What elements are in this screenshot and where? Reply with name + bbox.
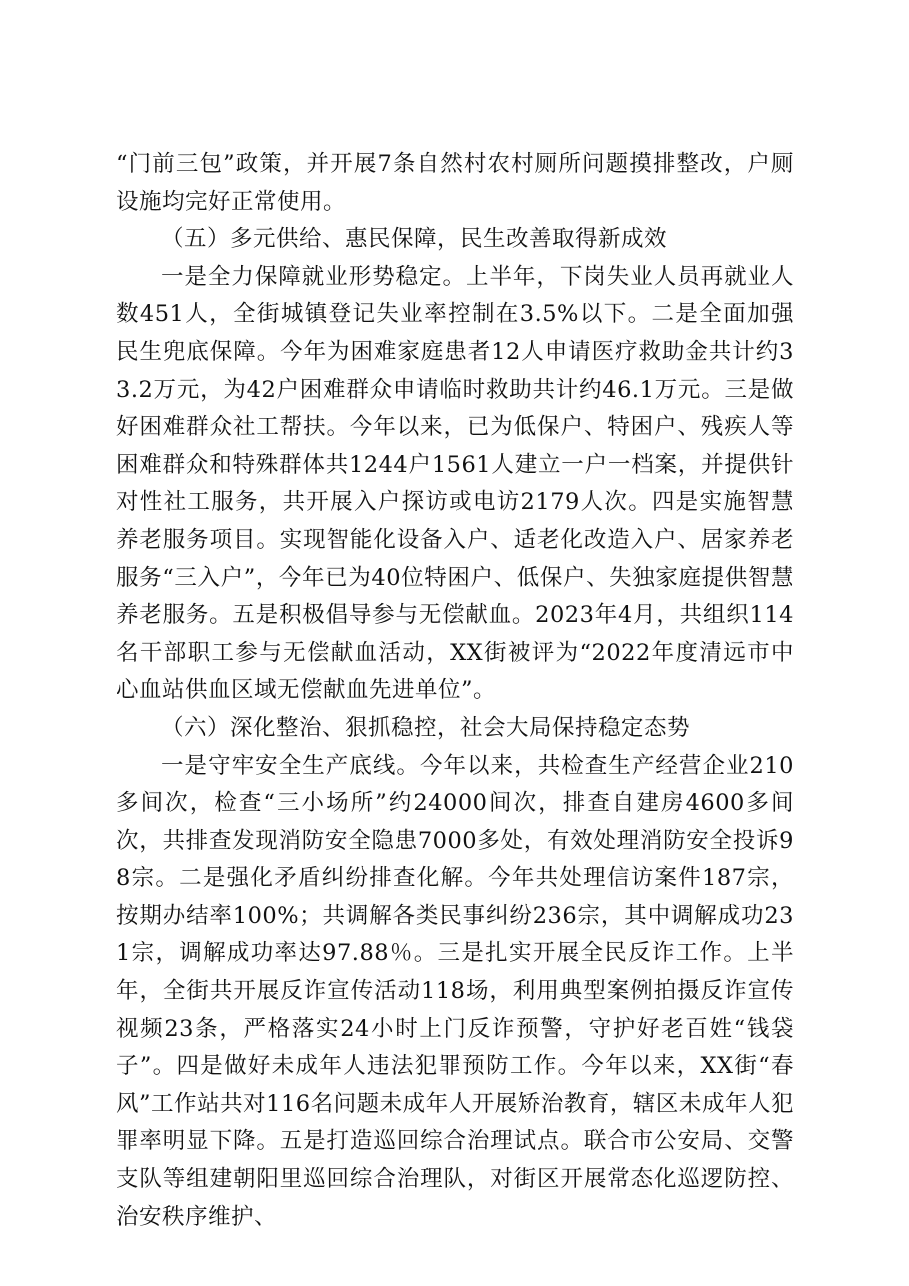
document-body (116, 146, 794, 1236)
section-heading-five: （五）多元供给、惠民保障，民生改善取得新成效 (161, 226, 668, 253)
section-heading-six: （六）深化整治、狠抓稳控，社会大局保持稳定态势 (161, 714, 691, 741)
paragraph-stability: 一是守牢安全生产底线。今年以来，共检查生产经营企业210多间次，检查“三小场所”约24000间次，排查自建房4600多间次，共排查发现消防安全隐患7000多处，有效处理消防安全投诉98宗。二是强化矛盾纠纷排查化解。今年共处理信访案件187宗，按期办结率100%；共调解各类民事纠纷236宗，其中调解成功231宗，调解成功率达97.88％。三是扎实开展全民反诈工作。上半年，全街共开展反诈宣传活动118场，利用典型案例拍摄反诈宣传视频23条，严格落实24小时上门反诈预警，守护好老百姓“钱袋子”。四是做好未成年人违法犯罪预防工作。今年以来，XX街“春风”工作站共对116名问题未成年人开展矫治教育，辖区未成年人犯罪率明显下降。五是打造巡回综合治理试点。联合市公安局、交警支队等组建朝阳里巡回综合治理队，对街区开展常态化巡逻防控、治安秩序维护、 (116, 752, 794, 1230)
paragraph-continuation: “门前三包”政策，并开展7条自然村农村厕所问题摸排整改，户厕设施均完好正常使用。 (116, 151, 794, 215)
paragraph-livelihood: 一是全力保障就业形势稳定。上半年，下岗失业人员再就业人数451人，全街城镇登记失业率控制在3.5%以下。二是全面加强民生兜底保障。今年为困难家庭患者12人申请医疗救助金共计约33.2万元，为42户困难群众申请临时救助共计约46.1万元。三是做好困难群众社工帮扶。今年以来，已为低保户、特困户、残疾人等困难群众和特殊群体共1244户1561人建立一户一档案，并提供针对性社工服务，共开展入户探访或电访2179人次。四是实施智慧养老服务项目。实现智能化设备入户、适老化改造入户、居家养老服务“三入户”，今年已为40位特困户、低保户、失独家庭提供智慧养老服务。五是积极倡导参与无偿献血。2023年4月，共组织114名干部职工参与无偿献血活动，XX街被评为“2022年度清远市中心血站供血区域无偿献血先进单位”。 (116, 263, 794, 704)
